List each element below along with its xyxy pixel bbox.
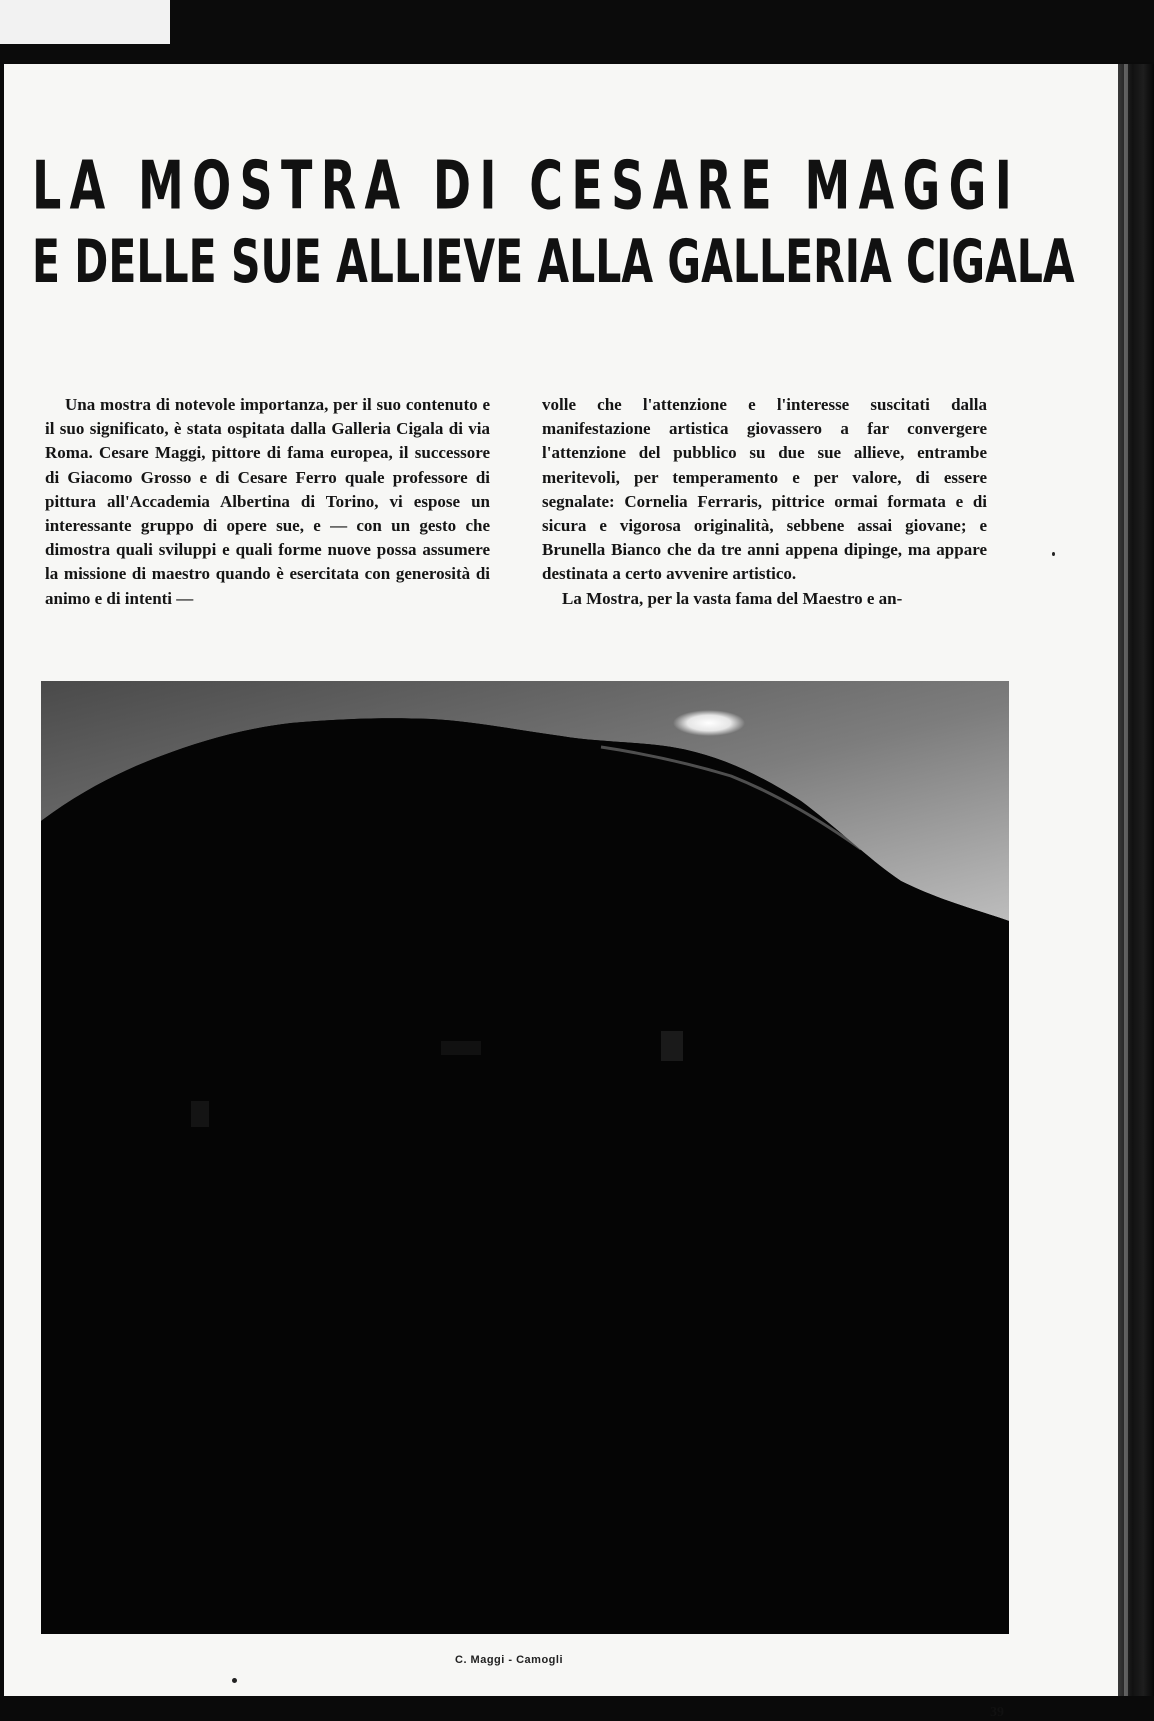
page-number: 39 bbox=[990, 1705, 1004, 1720]
painting-photograph bbox=[41, 681, 1009, 1634]
ink-speck bbox=[232, 1678, 237, 1683]
magazine-page bbox=[4, 64, 1118, 1720]
scan-corner-tab bbox=[0, 0, 170, 44]
page-right-edge bbox=[1118, 64, 1154, 1696]
text-column-right bbox=[542, 393, 987, 611]
hill-silhouette bbox=[41, 718, 1009, 1634]
scan-top-border bbox=[0, 0, 1154, 62]
headline-line-2: E D E L L E S U E A L L I E V E A L L A G A L L E R I A C I G A L A bbox=[32, 227, 1075, 297]
right-column-paragraph: La Mostra, per la vasta fama del Maestro e an- bbox=[562, 588, 903, 608]
left-column-paragraph: Una mostra di notevole importanza, per il suo contenuto e il suo significato, è stata ospitata dalla Galleria Cigala di via Roma. Cesare Maggi, pittore di fama europea, il successore di Giacomo Grosso e di Cesare Ferro quale professore di pittura all'Accademia Albertina di Torino, vi espose un interessante gruppo di opere sue, e — con un gesto che dimostra quali sviluppi e quali forme nuove possa assumere la missione di maestro quando è esercitata con generosità di animo e di intenti — bbox=[45, 395, 490, 608]
ink-speck bbox=[1052, 552, 1055, 556]
painting-image bbox=[41, 681, 1009, 1634]
right-column-continuation: volle che l'attenzione e l'interesse suscitati dalla manifestazione artistica giovassero a far convergere l'attenzione del pubblico su due sue allieve, entrambe meritevoli, per temperamento e per valore, di essere segnalate: Cornelia Ferraris, pittrice ormai formata e di sicura e vigorosa originalità, sebbene assai giovane; e Brunella Bianco che da tre anni appena dipinge, ma appare destinata a certo avvenire artistico. bbox=[542, 395, 987, 584]
cloud-highlight bbox=[673, 710, 745, 736]
text-column-left bbox=[45, 393, 490, 611]
figure-caption: C. Maggi - Camogli bbox=[455, 1654, 563, 1666]
headline-line-1: L A M O S T R A D I C E S A R E M A G G I bbox=[32, 146, 1012, 225]
